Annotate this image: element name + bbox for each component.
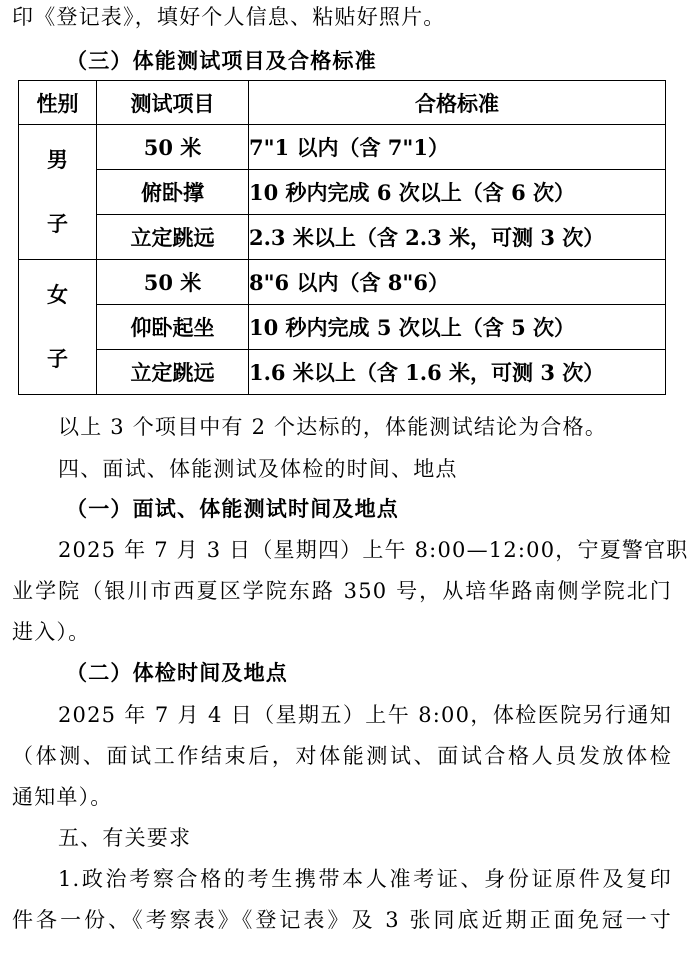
paragraph-line: 1.政治考察合格的考生携带本人准考证、身份证原件及复印	[58, 867, 672, 891]
standard-cell: 7"1 以内（含 7"1）	[249, 125, 666, 170]
table-row	[19, 305, 666, 350]
test-item-cell: 仰卧起坐	[97, 305, 249, 350]
table-row	[19, 170, 666, 215]
table-row	[19, 260, 666, 305]
table-header-cell: 性别	[19, 81, 97, 125]
table-header-row	[19, 81, 666, 125]
paragraph-line: 件各一份、《考察表》《登记表》及 3 张同底近期正面免冠一寸	[12, 908, 672, 932]
standard-cell: 8"6 以内（含 8"6）	[249, 260, 666, 305]
table-header-cell: 测试项目	[97, 81, 249, 125]
text-line: 以上 3 个项目中有 2 个达标的，体能测试结论为合格。	[58, 415, 608, 439]
test-item-cell: 50 米	[97, 260, 249, 305]
section-heading: （三）体能测试项目及合格标准	[66, 48, 377, 73]
test-item-cell: 50 米	[97, 125, 249, 170]
table-header-cell: 合格标准	[249, 81, 666, 125]
gender-cell	[19, 260, 97, 395]
test-item-cell: 立定跳远	[97, 350, 249, 395]
standard-cell: 2.3 米以上（含 2.3 米，可测 3 次）	[249, 215, 666, 260]
text-line: 印《登记表》，填好个人信息、粘贴好照片。	[12, 5, 446, 29]
table-row	[19, 215, 666, 260]
table-row	[19, 350, 666, 395]
subsection-heading: （一）面试、体能测试时间及地点	[66, 496, 399, 521]
paragraph-line: 业学院（银川市西夏区学院东路 350 号，从培华路南侧学院北门	[12, 579, 672, 603]
gender-char: 女	[47, 282, 68, 307]
paragraph-line: 2025 年 7 月 3 日（星期四）上午 8:00—12:00，宁夏警官职	[58, 538, 689, 562]
test-item-cell: 立定跳远	[97, 215, 249, 260]
subsection-heading: （二）体检时间及地点	[66, 660, 288, 685]
standards-table	[18, 80, 666, 395]
gender-char: 男	[47, 147, 68, 172]
gender-char: 子	[47, 346, 68, 371]
section-heading: 五、有关要求	[58, 826, 192, 850]
section-heading: 四、面试、体能测试及体检的时间、地点	[58, 457, 458, 481]
standard-cell: 1.6 米以上（含 1.6 米，可测 3 次）	[249, 350, 666, 395]
gender-char: 子	[47, 211, 68, 236]
table-row	[19, 125, 666, 170]
standard-cell: 10 秒内完成 5 次以上（含 5 次）	[249, 305, 666, 350]
standard-cell: 10 秒内完成 6 次以上（含 6 次）	[249, 170, 666, 215]
paragraph-line: 进入）。	[12, 620, 91, 644]
paragraph-line: 2025 年 7 月 4 日（星期五）上午 8:00，体检医院另行通知	[58, 703, 672, 727]
paragraph-line: （体测、面试工作结束后，对体能测试、面试合格人员发放体检	[12, 744, 672, 768]
paragraph-line: 通知单）。	[12, 785, 113, 809]
test-item-cell: 俯卧撑	[97, 170, 249, 215]
gender-cell	[19, 125, 97, 260]
